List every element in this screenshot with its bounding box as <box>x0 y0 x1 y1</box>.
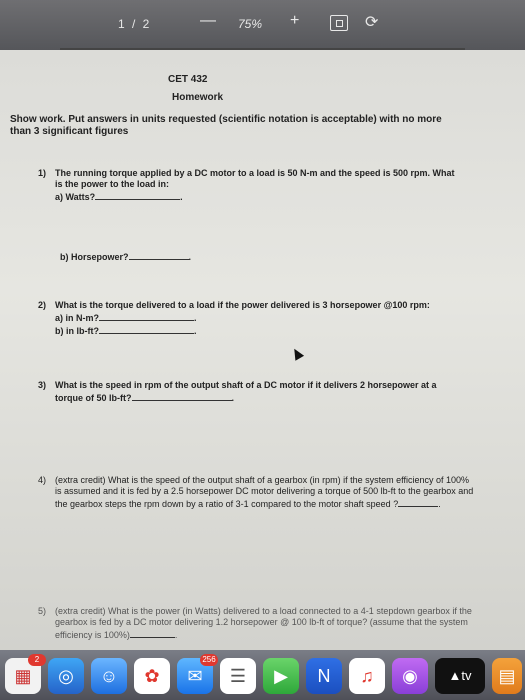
answer-blank <box>129 250 189 260</box>
answer-blank <box>99 324 194 334</box>
calendar-badge: 2 <box>28 654 46 666</box>
question-text: (extra credit) What is the power (in Watts) delivered to a load connected to a 4-1 stepdown gearbox if the gearbox is fed by a DC motor delivering 1.2 horsepower @ 100 lb-ft of torque? (assume that the system efficiency is 100%) <box>55 606 472 640</box>
safari-app-icon[interactable]: ◎ <box>48 658 84 694</box>
tv-label: tv <box>461 668 472 683</box>
question-2: 2) What is the torque delivered to a load if the power delivered is 3 horsepower @100 rpm: a) in N-m? . b) in lb-ft? . <box>55 300 475 337</box>
question-1b: b) Horsepower? . <box>60 252 192 262</box>
mouse-cursor-icon <box>290 346 304 361</box>
question-number: 1) <box>38 168 47 178</box>
answer-label: b) Horsepower? <box>60 252 129 262</box>
music-app-icon[interactable]: ♫ <box>349 658 385 694</box>
answer-blank <box>132 391 232 401</box>
page-indicator: 1 / 2 <box>118 17 152 31</box>
instructions-text: Show work. Put answers in units requested (scientific notation is acceptable) with no more than 3 significant figures <box>10 114 442 137</box>
zoom-level: 75% <box>238 17 263 31</box>
question-text: What is the torque delivered to a load if the power delivered is 3 horsepower @100 rpm: <box>55 300 430 310</box>
news-app-icon[interactable]: N <box>306 658 342 694</box>
answer-label: a) Watts? <box>55 192 96 202</box>
question-number: 3) <box>38 380 47 390</box>
question-text: The running torque applied by a DC motor to a load is 50 N-m and the speed is 500 rpm. What is the power to the load in: <box>55 168 455 189</box>
photos-app-icon[interactable]: ✿ <box>134 658 170 694</box>
finder-app-icon[interactable]: ☺ <box>91 658 127 694</box>
answer-blank <box>99 311 194 321</box>
question-number: 5) <box>38 606 47 616</box>
mail-app-icon[interactable]: 256 ✉ <box>177 658 213 694</box>
mail-badge: 256 <box>200 654 218 666</box>
question-number: 2) <box>38 300 47 310</box>
answer-blank <box>130 628 175 638</box>
zoom-out-button[interactable]: — <box>200 12 216 29</box>
fit-page-icon[interactable] <box>330 15 348 31</box>
homework-heading: Homework <box>172 92 224 103</box>
question-3: 3) What is the speed in rpm of the output shaft of a DC motor if it delivers 2 horsepower at a torque of 50 lb-ft? . <box>38 380 437 403</box>
answer-blank <box>95 190 180 200</box>
tv-app-icon[interactable]: ▲tv <box>435 658 485 694</box>
podcasts-app-icon[interactable]: ◉ <box>392 658 428 694</box>
facetime-app-icon[interactable]: ▶ <box>263 658 299 694</box>
question-number: 4) <box>38 475 47 485</box>
answer-blank <box>398 497 438 507</box>
question-text: What is the speed in rpm of the output shaft of a DC motor if it delivers 2 horsepower at a torque of 50 lb-ft? <box>55 380 437 403</box>
question-1: 1) The running torque applied by a DC motor to a load is 50 N-m and the speed is 500 rpm. What is the power to the load in: a) Watts? . <box>38 168 455 202</box>
zoom-in-button[interactable]: + <box>290 12 300 29</box>
course-title: CET 432 <box>168 74 208 85</box>
question-4: 4) (extra credit) What is the speed of the output shaft of a gearbox (in rpm) if the system efficiency of 100% is assumed and it is fed by a 2.5 horsepower DC motor delivering a torque of 500 lb-ft to the gearbox and the gearbox steps the rpm down by a ratio of 3-1 compared to the motor shaft speed ? . <box>38 475 474 509</box>
answer-label: a) in N-m? <box>55 313 99 323</box>
answer-label: b) in lb-ft? <box>55 326 99 336</box>
calendar-app-icon[interactable]: 2 ▦ <box>5 658 41 694</box>
pdf-toolbar <box>0 0 525 50</box>
app-dock <box>0 650 525 700</box>
books-app-icon[interactable]: ▤ <box>492 658 522 694</box>
question-text: (extra credit) What is the speed of the output shaft of a gearbox (in rpm) if the system efficiency of 100% is assumed and it is fed by a 2.5 horsepower DC motor delivering a torque of 500 lb-ft to the gearbox and the gearbox steps the rpm down by a ratio of 3-1 compared to the motor shaft speed ? <box>55 475 474 509</box>
rotate-icon[interactable]: ⟳ <box>365 14 379 31</box>
question-5: 5) (extra credit) What is the power (in Watts) delivered to a load connected to a 4-1 stepdown gearbox if the gearbox is fed by a DC motor delivering 1.2 horsepower @ 100 lb-ft of torque? (assume that the system efficiency is 100%) . <box>38 606 472 640</box>
reminders-app-icon[interactable]: ☰ <box>220 658 256 694</box>
document-page <box>0 50 525 650</box>
